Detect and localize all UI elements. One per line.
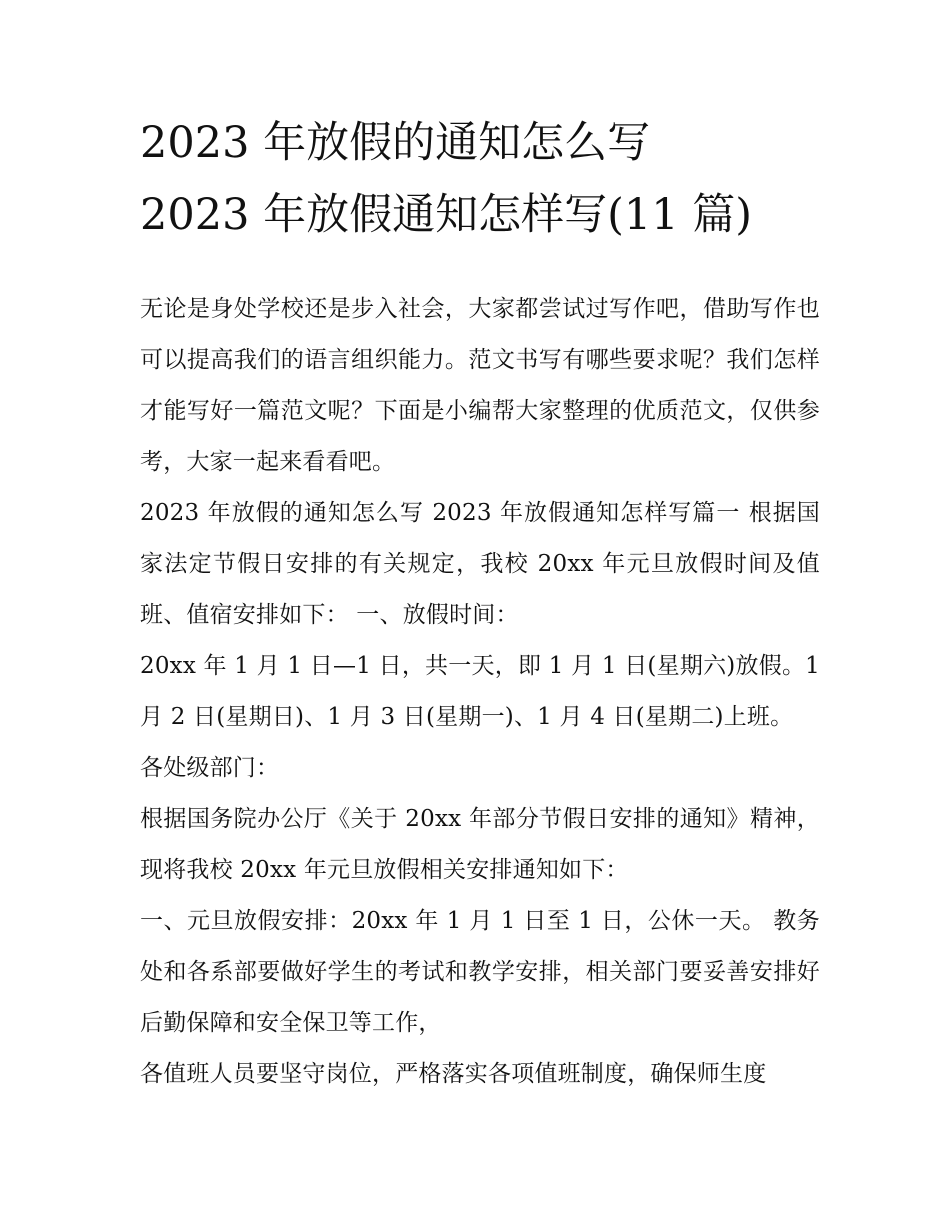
- duty-paragraph: 各值班人员要坚守岗位，严格落实各项值班制度，确保师生度: [140, 1061, 767, 1087]
- intro-paragraph: 无论是身处学校还是步入社会，大家都尝试过写作吧，借助写作也可以提高我们的语言组织能力。范文书写有哪些要求呢？我们怎样才能写好一篇范文呢？下面是小编帮大家整理的优质范文，仅供参考，大家一起来看看吧。: [140, 296, 820, 475]
- notice-paragraph-1: 2023 年放假的通知怎么写 2023 年放假通知怎样写篇一 根据国家法定节假日安排的有关规定，我校 20xx 年元旦放假时间及值班、值宿安排如下： 一、放假时间：: [140, 500, 820, 628]
- document-body: [140, 284, 820, 1100]
- title-line-1: 2023 年放假的通知怎么写: [140, 118, 651, 168]
- title-line-2: 2023 年放假通知怎样写(11 篇): [140, 190, 753, 240]
- holiday-time-paragraph: 20xx 年 1 月 1 日—1 日，共一天，即 1 月 1 日(星期六)放假。1 月 2 日(星期日)、1 月 3 日(星期一)、1 月 4 日(星期二)上班。: [140, 653, 820, 730]
- document-title: [140, 118, 820, 262]
- salutation-paragraph: 各处级部门：: [140, 755, 280, 781]
- arrangement-paragraph: 一、元旦放假安排：20xx 年 1 月 1 日至 1 日，公休一天。 教务处和各系部要做好学生的考试和教学安排，相关部门要妥善安排好后勤保障和安全保卫等工作，: [140, 908, 820, 1036]
- notice-paragraph-2: 根据国务院办公厅《关于 20xx 年部分节假日安排的通知》精神，现将我校 20xx 年元旦放假相关安排通知如下：: [140, 806, 820, 883]
